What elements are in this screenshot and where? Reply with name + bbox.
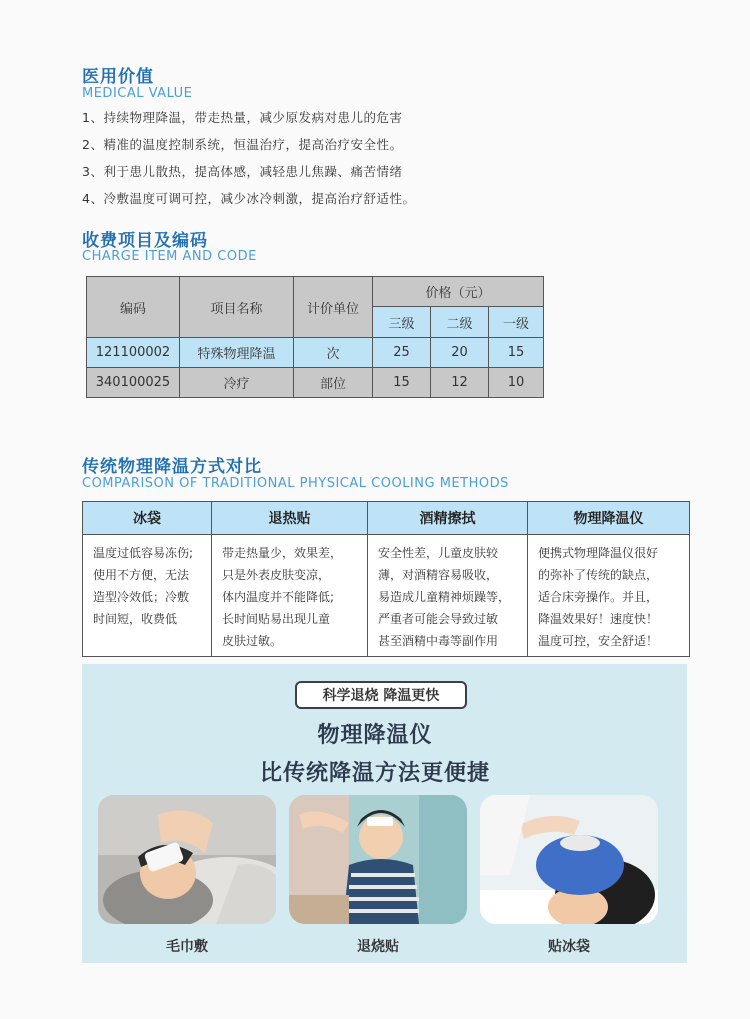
- ice-bag-photo: [480, 795, 658, 924]
- comparison-line: 体内温度并不能降低;: [222, 590, 335, 604]
- fever-patch-photo: [289, 795, 467, 924]
- comparison-line: 皮肤过敏。: [222, 634, 283, 648]
- comparison-header-cooling-device: 物理降温仪: [528, 502, 690, 535]
- comparison-header-alcohol-wipe: 酒精擦拭: [368, 502, 528, 535]
- medical-value-item: 1、持续物理降温，带走热量，减少原发病对患儿的危害: [82, 110, 403, 125]
- comparison-table: [82, 501, 690, 657]
- comparison-line: 的弥补了传统的缺点，: [538, 568, 659, 582]
- comparison-line: 温度过低容易冻伤;: [93, 546, 194, 560]
- table-row: [87, 368, 544, 398]
- photo-caption: 毛巾敷: [166, 939, 208, 955]
- charge-subtitle: CHARGE ITEM AND CODE: [82, 249, 257, 264]
- comparison-line: 易造成儿童精神烦躁等，: [378, 590, 511, 604]
- comparison-line: 温度可控，安全舒适！: [538, 634, 659, 648]
- comparison-header-ice-bag: 冰袋: [83, 502, 212, 535]
- charge-cell-price2: 20: [431, 338, 489, 368]
- table-row: [87, 338, 544, 368]
- medical-value-item: 3、利于患儿散热，提高体感，减轻患儿焦躁、痛苦情绪: [82, 164, 403, 179]
- medical-value-item: 2、精准的温度控制系统，恒温治疗，提高治疗安全性。: [82, 137, 403, 152]
- comparison-line: 只是外表皮肤变凉，: [222, 568, 331, 582]
- charge-header-level2: 二级: [431, 307, 489, 338]
- charge-cell-code: 121100002: [87, 338, 180, 368]
- comparison-subtitle: COMPARISON OF TRADITIONAL PHYSICAL COOLING METHODS: [82, 476, 509, 491]
- charge-header-name: 项目名称: [180, 277, 294, 338]
- comparison-line: 甚至酒精中毒等副作用: [378, 634, 499, 648]
- comparison-header-fever-patch: 退热贴: [212, 502, 368, 535]
- comparison-line: 降温效果好！速度快！: [538, 612, 659, 626]
- promo-subheadline: 比传统降温方法更便捷: [259, 761, 490, 786]
- photo-caption: 贴冰袋: [548, 939, 590, 955]
- comparison-cell-alcohol-wipe: [368, 535, 528, 657]
- medical-value-item: 4、冷敷温度可调可控，减少冰冷刺激，提高治疗舒适性。: [82, 191, 416, 206]
- charge-cell-unit: 次: [294, 338, 373, 368]
- medical-value-subtitle: MEDICAL VALUE: [82, 86, 193, 101]
- promo-badge: 科学退烧 降温更快: [295, 681, 467, 709]
- charge-cell-price3: 15: [373, 368, 431, 398]
- charge-cell-price2: 12: [431, 368, 489, 398]
- medical-value-title: 医用价值: [82, 67, 154, 87]
- charge-header-level3: 三级: [373, 307, 431, 338]
- charge-cell-code: 340100025: [87, 368, 180, 398]
- charge-cell-unit: 部位: [294, 368, 373, 398]
- comparison-line: 带走热量少，效果差，: [222, 546, 343, 560]
- promo-headline: 物理降温仪: [317, 723, 433, 748]
- charge-header-level1: 一级: [489, 307, 544, 338]
- comparison-line: 安全性差，儿童皮肤较: [378, 546, 499, 560]
- comparison-title: 传统物理降温方式对比: [82, 457, 262, 477]
- comparison-line: 使用不方便，无法: [93, 568, 190, 582]
- comparison-line: 薄，对酒精容易吸收，: [378, 568, 499, 582]
- comparison-cell-fever-patch: [212, 535, 368, 657]
- charge-cell-name: 冷疗: [180, 368, 294, 398]
- charge-header-price: 价格（元）: [373, 277, 544, 307]
- comparison-line: 适合床旁操作。并且，: [538, 590, 659, 604]
- charge-table: [86, 276, 544, 398]
- photo-caption: 退烧贴: [357, 939, 399, 955]
- charge-title: 收费项目及编码: [82, 231, 208, 251]
- charge-cell-price1: 10: [489, 368, 544, 398]
- comparison-line: 长时间贴易出现儿童: [222, 612, 331, 626]
- comparison-cell-cooling-device: [528, 535, 690, 657]
- comparison-line: 便携式物理降温仪很好: [538, 546, 659, 560]
- charge-cell-price3: 25: [373, 338, 431, 368]
- comparison-cell-ice-bag: [83, 535, 212, 657]
- charge-cell-name: 特殊物理降温: [180, 338, 294, 368]
- comparison-line: 造型冷效低；冷敷: [93, 590, 190, 604]
- comparison-line: 时间短，收费低: [93, 612, 178, 626]
- charge-header-code: 编码: [87, 277, 180, 338]
- comparison-line: 严重者可能会导致过敏: [378, 612, 499, 626]
- towel-compress-photo: [98, 795, 276, 924]
- charge-cell-price1: 15: [489, 338, 544, 368]
- charge-header-unit: 计价单位: [294, 277, 373, 338]
